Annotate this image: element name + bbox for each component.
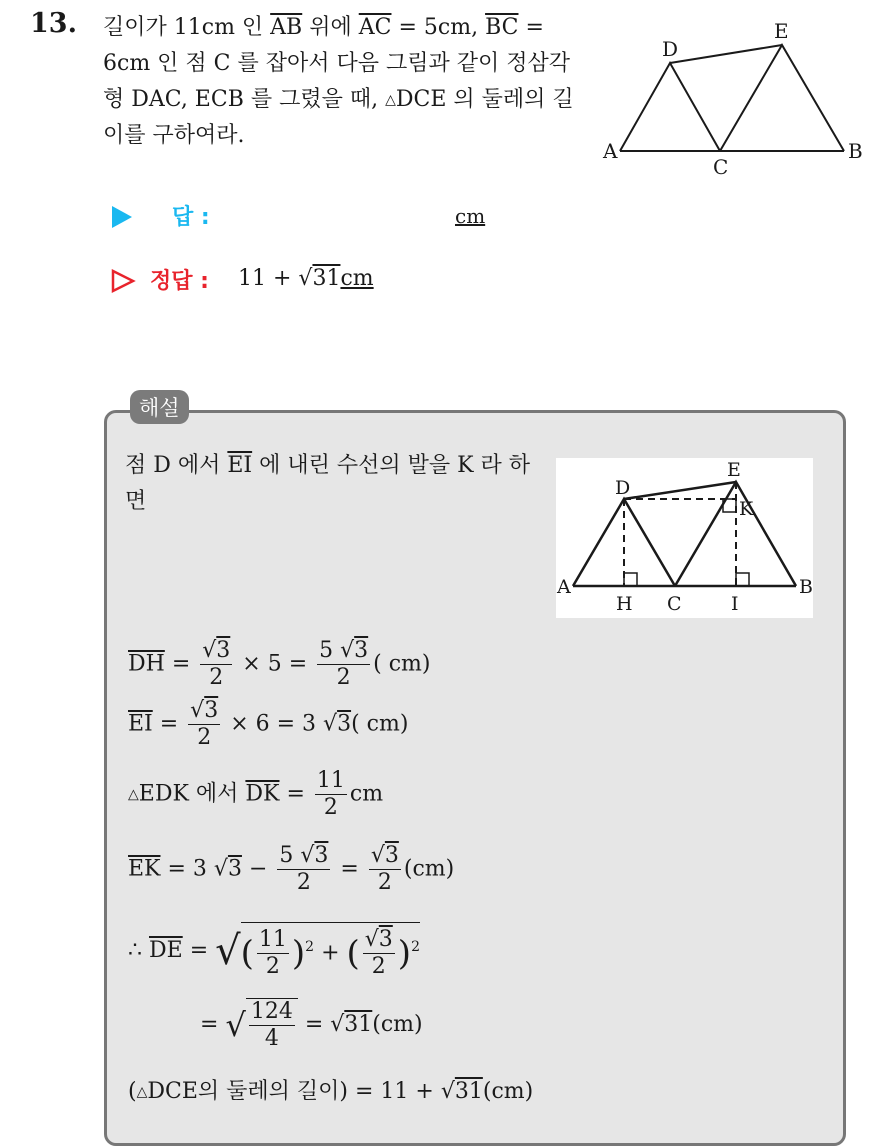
sol-label-c: C [667,593,682,615]
question-number: 13. [30,8,77,39]
solution-intro: 점 D 에서 $\overline{EI}$ 에 내린 수선의 발을 K 라 하면 [125,453,531,514]
solution-tag: 해설 [130,390,189,424]
sol-label-d: D [615,477,631,499]
correct-label: 정답 : [150,269,209,294]
question-text: 길이가 11cm 인 $\overline{AB}$ 위에 $\overline{AC} = 5cm$, $\overline{BC} = 6cm$ 인 점 C 를 잡아서 다음 그림과 같이 정삼각형 DAC, ECB 를 그렸을 때, △DCE 의 둘레의 길이를 구하여라. [103,15,574,148]
correct-value: 11 + √31cm [238,266,374,291]
answer-label: 답 : [172,205,210,230]
sol-label-i: I [731,593,739,615]
correct-answer-row [110,262,510,302]
solution-figure [556,458,813,618]
sol-label-k: K [739,498,754,520]
equation-final: (△DCE의 둘레의 길이) = 11 + √31(cm) [128,1079,534,1104]
label-d: D [662,37,679,61]
answer-row [110,200,530,236]
equation-de-simplified: = √ $\frac{124}{4}$ = √31(cm) [200,999,423,1051]
answer-unit: cm [455,204,486,228]
equation-dk: △EDK 에서 $\overline{DK}$ = $\frac{11}{2}$ cm [128,768,384,820]
question-figure [600,20,865,180]
play-arrow-icon [112,206,132,228]
sol-label-b: B [799,576,813,598]
sol-label-a: A [557,576,571,598]
label-b: B [848,139,863,163]
label-a: A [603,139,618,163]
outline-triangle-icon [110,268,136,294]
sol-label-h: H [616,593,633,615]
equation-de: ∴ $\overline{DE}$ = √( $\frac{11}{2}$ )$^2$ + ( $\frac{√3}{2}$ )$^2$ [128,922,420,980]
label-c: C [713,155,729,179]
equation-dh: $\overline{DH}$ = $\frac{√3}{2}$ × 5 = $\frac{5 √3}{2}$ ( cm) [128,638,431,690]
sol-label-e: E [727,459,741,481]
label-e: E [774,20,789,43]
equation-ek: $\overline{EK} = 3$ √3 − $\frac{5 √3}{2}$ = $\frac{√3}{2}$ (cm) [128,843,455,895]
equation-ei: $\overline{EI}$ = $\frac{√3}{2}$ × 6 = 3 √3( cm) [128,698,409,750]
